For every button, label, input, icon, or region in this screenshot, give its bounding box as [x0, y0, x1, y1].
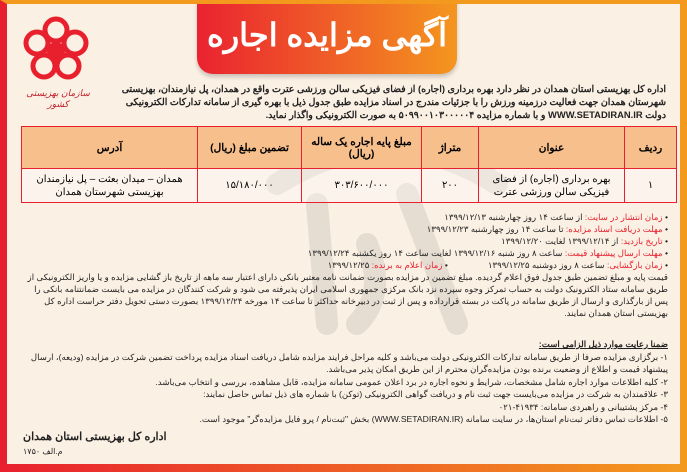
schedule-label: مهلت ارسال پیشنهاد قیمت:	[564, 248, 663, 258]
cell-base-price: ۳۰۳/۶۰۰/۰۰۰	[302, 169, 422, 203]
cell-address: همدان – میدان بعثت – پل نیازمندان بهزیستی شهرستان همدان	[22, 169, 198, 203]
conditions-section	[21, 338, 668, 426]
schedule-value: ساعت ۸ روز شنبه ۱۳۹۹/۱۲/۱۶ لغایت ساعت ۱۴ روز یکشنبه ۱۳۹۹/۱۲/۲۴	[307, 248, 563, 258]
ad-code: م.الف ۱۷۵۰	[23, 447, 63, 456]
condition-item: ۲- کلیه اطلاعات موارد اجاره شامل مشخصات، شرایط و نحوه اجاره در برد اعلان عمومی سامانه مزایده، قابل مشاهده، بررسی و انتخاب می‌باشد.	[155, 376, 668, 387]
schedule-item: • زمان اعلام به برنده: ۱۳۹۹/۱۲/۲۵	[327, 260, 448, 270]
schedule-value: ساعت ۸ روز دوشنبه ۱۳۹۹/۱۲/۲۵	[487, 260, 605, 270]
cell-area: ۲۰۰	[422, 169, 479, 203]
condition-item: ۱- برگزاری مزایده صرفا از طریق سامانه تدارکات الکترونیکی دولت می‌باشد و کلیه مراحل فرایند مزایده شامل دریافت اسناد مزایده پرداخت تضمین شرکت در مزایده (ودیعه)، ارسال پیشنهاد قیمت و اطلاع از وضعیت برنده بودن مزایده‌گران محترم از این طریق امکان پذیر می‌باشد.	[30, 351, 668, 374]
schedule-value: از ساعت ۱۴ روز چهارشنبه ۱۳۹۹/۱۲/۱۳	[444, 212, 583, 222]
table-header-row	[22, 127, 677, 169]
signature: اداره کل بهزیستی استان همدان	[23, 431, 167, 443]
schedule-label: زمان بازگشایی:	[607, 260, 663, 270]
schedule-value: ۱۳۹۹/۱۲/۲۵	[327, 260, 370, 270]
behzisti-logo-icon	[21, 16, 91, 86]
auction-table	[21, 126, 677, 203]
schedule-value: از ۱۳۹۹/۱۲/۱۴ لغایت ۱۳۹۹/۱۲/۲۰	[501, 236, 619, 246]
schedule-item-row	[21, 259, 668, 271]
header-area: متراژ	[422, 127, 479, 169]
conditions-heading: ضمنا رعایت موارد ذیل الزامی است:	[538, 339, 668, 349]
table-row	[22, 169, 677, 203]
cell-title: بهره برداری (اجاره) از فضای فیزیکی سالن ورزشی عترت	[479, 169, 625, 203]
cell-guarantee: ۱۵/۱۸۰/۰۰۰	[198, 169, 302, 203]
schedule-section	[21, 211, 668, 319]
guarantee-paragraph: قیمت پایه و مبلغ تضمین طبق جدول فوق اعلام گردیده. مبلغ تضمین در مزایده بصورت ضمانت نامه معتبر بانکی دارای اعتبار سه ماهه از تاریخ باز گشایی مزایده و یا واریز الکترونیکی از طریق سامانه ستاد الکترونیک دولت به حساب تمرکز وجوه سپرده نزد بانک مرکزی جمهوری اسلامی ایران پذیرفته می شود و شرکت کنندگان در مزایده می بایست ضمانتنامه بانکی را پس از بارگذاری و ارسال از طریق سامانه در پاکت در بسته قرارداده و پس از ثبت در دبیرخانه حداکثر تا ساعت ۱۴ مورخه ۱۳۹۹/۱۲/۲۴ بصورت دستی تحویل دفتر حراست اداره کل بهزیستی استان همدان نمایند.	[27, 272, 668, 318]
logo-text: سازمان بهزیستی کشور	[26, 88, 90, 109]
bottom-border-bar	[0, 464, 687, 472]
header-base-price: مبلغ پایه اجاره یک ساله (ریال)	[302, 127, 422, 169]
schedule-label: مهلت دریافت اسناد مزایده:	[565, 224, 663, 234]
cell-row-number: ۱	[625, 169, 677, 203]
schedule-label: زمان اعلام به برنده:	[371, 260, 443, 270]
schedule-value: تا ساعت ۱۴ روز چهارشنبه ۱۳۹۹/۱۲/۲۳	[426, 224, 564, 234]
schedule-label: زمان انتشار در سایت:	[584, 212, 663, 222]
header-title: عنوان	[479, 127, 625, 169]
condition-item: ۵- اطلاعات تماس دفاتر ثبت‌نام استان‌ها، در سایت سامانه (WWW.SETADIRAN.IR) بخش "ثبت‌نام / پرو فایل مزایده‌گر" موجود است.	[199, 414, 668, 424]
header-address: آدرس	[22, 127, 198, 169]
schedule-item: • زمان انتشار در سایت: از ساعت ۱۴ روز چهارشنبه ۱۳۹۹/۱۲/۱۳	[444, 212, 668, 222]
schedule-item: • مهلت ارسال پیشنهاد قیمت: ساعت ۸ روز شنبه ۱۳۹۹/۱۲/۱۶ لغایت ساعت ۱۴ روز یکشنبه ۱۳۹۹/۱۲/۲۴	[307, 248, 668, 258]
intro-paragraph: اداره کل بهزیستی استان همدان در نظر دارد بهره برداری (اجاره) از فضای فیزیکی سالن ورزشی عترت واقع در همدان، پل نیازمندان، بهزیستی شهرستان همدان جهت فعالیت درزمینه ورزش را با جزئیات مندرج در اسناد مزایده طبق جدول ذیل با بهره گیری از سامانه تدارکات الکترونیکی دولت WWW.SETADIRAN.IR و با شماره مزایده ۵۰۹۹۰۰۱۰۳۰۰۰۰۰۴ به صورت الکترونیکی واگذار نماید.	[121, 83, 666, 120]
header-row-number: ردیف	[625, 127, 677, 169]
header-guarantee: تضمین مبلغ (ریال)	[198, 127, 302, 169]
schedule-item: • مهلت دریافت اسناد مزایده: تا ساعت ۱۴ روز چهارشنبه ۱۳۹۹/۱۲/۲۳	[426, 224, 668, 234]
schedule-label: تاریخ بازدید:	[620, 236, 663, 246]
condition-item: ۳- علاقمندان به شرکت در مزایده می‌بایست جهت ثبت نام و دریافت گواهی الکترونیکی (توکن) با شماره های ذیل تماس حاصل نمایند:	[203, 389, 668, 399]
schedule-item: • تاریخ بازدید: از ۱۳۹۹/۱۲/۱۴ لغایت ۱۳۹۹/۱۲/۲۰	[501, 236, 668, 246]
ad-title: آگهی مزایده اجاره	[197, 0, 457, 74]
condition-item: ۴- مرکز پشتیبانی و راهبردی سامانه: ۴۱۹۳۴-۰۲۱	[498, 401, 668, 412]
schedule-item: • زمان بازگشایی: ساعت ۸ روز دوشنبه ۱۳۹۹/۱۲/۲۵	[487, 260, 668, 270]
